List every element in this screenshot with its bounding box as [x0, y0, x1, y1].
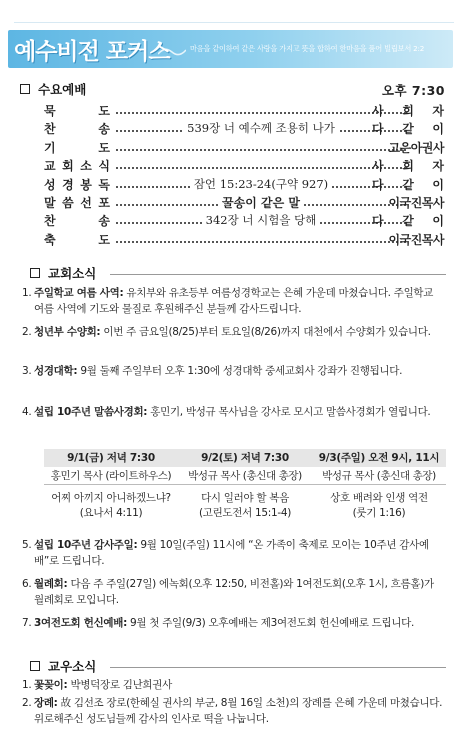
worship-heading-label: 수요예배: [38, 82, 87, 97]
section-divider: [110, 667, 446, 668]
worship-time: 오후 7:30: [381, 83, 445, 98]
order-item-char: 찬: [44, 122, 56, 137]
checkbox-square-icon: [30, 268, 40, 278]
worship-order-row: [44, 139, 444, 156]
news-text: 홍민기, 박성규 목사님을 강사로 모시고 말씀사경회가 열립니다.: [147, 406, 431, 418]
order-item-char: 송: [98, 214, 110, 229]
order-detail-text: 342장 너 시험을 당해: [202, 213, 321, 227]
news-text: 9월 둘째 주일부터 오후 1:30에 성경대학 중세교회사 강좌가 진행됩니다.: [77, 365, 403, 377]
order-item-char: 봉: [80, 177, 92, 192]
worship-order-row: [44, 120, 444, 137]
order-item-char: 성: [44, 177, 56, 192]
seminar-date: 9/1(금) 저녁 7:30: [44, 449, 178, 467]
order-leader-char: 자: [432, 104, 444, 118]
seminar-date: 9/2(토) 저녁 7:30: [178, 449, 312, 467]
worship-order-row: [44, 176, 444, 193]
news-title: 설립 10주년 말씀사경회:: [34, 406, 148, 418]
order-leader-char: 이국진목사: [388, 196, 444, 210]
order-leader-char: 자: [432, 159, 444, 174]
order-leader: [372, 212, 444, 229]
order-leader-char: 다: [372, 214, 384, 229]
order-detail-text: 꿀송이 같은 말: [218, 196, 304, 210]
order-leader-char: 같: [402, 177, 414, 192]
order-leader-char: 이: [432, 214, 444, 229]
order-leader: [372, 102, 444, 119]
banner-top-line: [14, 22, 454, 23]
order-detail: [116, 120, 406, 136]
order-leader-char: 사: [372, 104, 384, 118]
header-banner: [8, 30, 453, 68]
order-leader-char: 같: [402, 214, 414, 229]
member-title: 꽃꽂이:: [34, 679, 68, 691]
order-item-char: 씀: [62, 196, 74, 210]
member-number: 2.: [22, 697, 32, 709]
order-detail: [116, 212, 406, 228]
news-heading: [30, 264, 96, 282]
news-title: 성경대학:: [34, 365, 78, 377]
order-leader: [372, 120, 444, 137]
order-leader: [372, 139, 444, 156]
news-text: 이번 주 금요일(8/25)부터 토요일(8/26)까지 대천에서 수양회가 있습니다.: [100, 326, 431, 338]
checkbox-square-icon: [20, 84, 30, 94]
order-item-char: 회: [62, 159, 74, 174]
news-text: 유치부와 유초등부 여름성경학교는 은혜 가운데 마쳤습니다. 주일학교 여름 사역에 기도와 물질로 후원해주신 분들께 감사드립니다.: [34, 287, 434, 315]
news-item-3: [22, 363, 444, 379]
order-item-char: 도: [98, 104, 110, 118]
order-item-char: 묵: [44, 104, 56, 118]
order-item-char: 찬: [44, 214, 56, 229]
seminar-reference: (룻기 1:16): [352, 507, 406, 519]
order-item-label: [44, 194, 110, 211]
order-leader-char: 같: [402, 122, 414, 137]
seminar-speaker: 홍민기 목사 (라이트하우스): [44, 467, 178, 485]
order-leader-char: 다: [372, 122, 384, 137]
order-detail: [116, 176, 406, 192]
order-leader: [372, 194, 444, 211]
news-text: 다음 주 주일(27일) 에녹회(오후 12:50, 비전홀)와 1여전도회(오후 1시, 흐름홀)가 월례회로 모입니다.: [34, 578, 434, 606]
members-heading-label: 교우소식: [48, 659, 97, 674]
news-number: 2.: [22, 326, 32, 338]
news-item-4: [22, 404, 444, 420]
seminar-reference: (고린도전서 15:1-4): [198, 507, 292, 519]
order-leader-char: 이국진목사: [388, 232, 444, 247]
member-item-1: [22, 677, 444, 693]
order-item-label: [44, 212, 110, 229]
member-item-2: [22, 695, 444, 727]
seminar-column: [178, 449, 312, 529]
news-number: 7.: [22, 617, 32, 629]
news-heading-label: 교회소식: [48, 266, 97, 281]
order-item-char: 포: [98, 196, 110, 210]
order-detail-text: 잠언 15:23-24(구약 927): [190, 177, 332, 191]
banner-motto: 마음을 같이하여 같은 사랑을 가지고 뜻을 합하여 한마음을 품어 빌립보서 2:2: [190, 44, 425, 53]
order-item-char: 기: [44, 140, 56, 155]
page-title: 예수비전 포커스: [14, 39, 170, 65]
order-detail: [116, 194, 406, 211]
order-leader-char: 다: [372, 177, 384, 192]
seminar-date: 9/3(주일) 오전 9시, 11시: [312, 449, 446, 467]
seminar-topic: 상호 배려와 인생 역전: [330, 492, 428, 504]
worship-order-row: [44, 231, 444, 248]
order-item-char: 독: [98, 177, 110, 192]
worship-order-row: [44, 102, 444, 119]
wave-decoration-icon: [158, 44, 186, 58]
order-leader-char: 고은아권사: [388, 140, 444, 155]
member-number: 1.: [22, 679, 32, 691]
order-leader: [372, 157, 444, 174]
order-item-label: [44, 120, 110, 137]
news-item-2: [22, 324, 444, 340]
worship-order-row: [44, 157, 444, 174]
members-heading: [30, 657, 96, 675]
order-item-label: [44, 176, 110, 193]
news-number: 4.: [22, 406, 32, 418]
checkbox-square-icon: [30, 661, 40, 671]
news-item-1: [22, 285, 444, 317]
news-text: 9월 10일(주일) 11시에 “온 가족이 축제로 모이는 10주년 감사예배”로 드립니다.: [34, 539, 429, 567]
dotted-leader: [116, 141, 406, 151]
order-leader: [372, 231, 444, 248]
order-item-label: [44, 157, 110, 174]
dotted-leader: [116, 233, 406, 243]
seminar-column: [44, 449, 178, 529]
news-item-5: [22, 537, 444, 569]
order-leader-char: 회: [402, 104, 414, 118]
news-item-6: [22, 576, 444, 608]
worship-order-row: [44, 212, 444, 229]
seminar-topic: 다시 일러야 할 복음: [201, 492, 289, 504]
seminar-column: [312, 449, 446, 529]
seminar-reference: (요나서 4:11): [79, 507, 143, 519]
order-leader-char: 이: [432, 177, 444, 192]
worship-order-row: [44, 194, 444, 211]
order-leader-char: 사: [372, 159, 384, 174]
order-item-char: 축: [44, 232, 56, 247]
order-item-char: 선: [80, 196, 92, 210]
seminar-speaker: 박성규 목사 (총신대 총장): [178, 467, 312, 485]
seminar-speaker: 박성규 목사 (총신대 총장): [312, 467, 446, 485]
news-title: 월례회:: [34, 578, 68, 590]
order-item-char: 말: [44, 196, 56, 210]
news-number: 6.: [22, 578, 32, 590]
news-title: 주일학교 여름 사역:: [34, 287, 124, 299]
order-item-char: 도: [98, 140, 110, 155]
dotted-leader: [116, 104, 406, 114]
order-item-char: 식: [98, 159, 110, 174]
news-number: 5.: [22, 539, 32, 551]
order-item-label: [44, 231, 110, 248]
order-leader-char: 회: [402, 159, 414, 174]
news-title: 3여전도회 헌신예배:: [34, 617, 128, 629]
member-text: 박병덕장로 김난희권사: [67, 679, 172, 691]
order-leader: [372, 176, 444, 193]
member-title: 장례:: [34, 697, 58, 709]
news-title: 설립 10주년 감사주일:: [34, 539, 138, 551]
dotted-leader: [116, 159, 406, 169]
order-leader-char: 이: [432, 122, 444, 137]
order-item-char: 도: [98, 232, 110, 247]
order-item-char: 교: [44, 159, 56, 174]
news-number: 3.: [22, 365, 32, 377]
order-item-char: 소: [80, 159, 92, 174]
news-title: 청년부 수양회:: [34, 326, 101, 338]
seminar-table: [44, 449, 446, 529]
news-text: 9월 첫 주일(9/3) 오후예배는 제3여전도회 헌신예배로 드립니다.: [127, 617, 415, 629]
worship-heading: [20, 80, 86, 98]
order-detail-text: 539장 너 예수께 조용히 나가: [183, 121, 339, 135]
order-item-char: 경: [62, 177, 74, 192]
section-divider: [110, 274, 446, 275]
seminar-topic: 어찌 아끼지 아니하겠느냐?: [51, 492, 171, 504]
order-item-label: [44, 102, 110, 119]
news-item-7: [22, 615, 444, 631]
order-item-char: 송: [98, 122, 110, 137]
order-item-label: [44, 139, 110, 156]
member-text: 故 김선조 장로(한혜실 권사의 부군, 8월 16일 소천)의 장례를 은혜 가운데 마쳤습니다. 위로해주신 성도님들께 감사의 인사로 떡을 나눕니다.: [34, 697, 443, 725]
news-number: 1.: [22, 287, 32, 299]
